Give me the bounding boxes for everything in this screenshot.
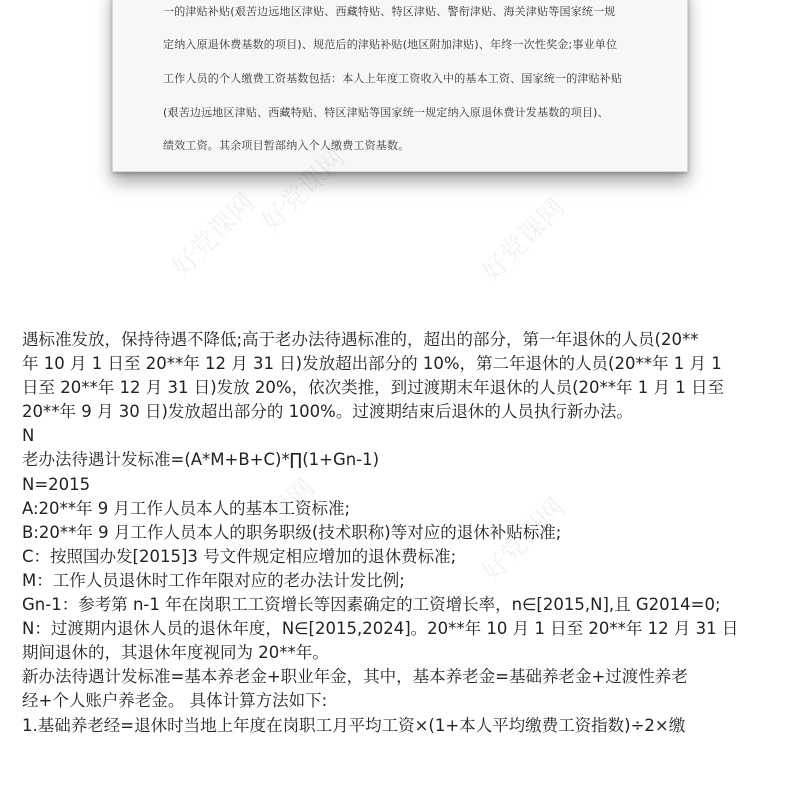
preview-text [163, 0, 653, 172]
definition-b: B:20**年 9 月工作人员本人的职务职级(技术职称)等对应的退休补贴标准; [22, 522, 562, 542]
watermark: 好党课网 [226, 472, 322, 568]
preview-line: 一的津贴补贴(艰苦边远地区津贴、西藏特贴、特区津贴、警衔津贴、海关津贴等国家统一规 [163, 4, 616, 18]
doc-line: N [22, 426, 35, 446]
definition-m: M：工作人员退休时工作年限对应的老办法计发比例; [22, 570, 405, 590]
watermark: 好党课网 [476, 192, 572, 288]
document-body [22, 328, 782, 738]
preview-line: (艰苦边远地区津贴、西藏特贴、特区津贴等国家统一规定纳入原退休费计发基数的项目)、 [163, 105, 609, 119]
document-preview-card [112, 0, 688, 172]
preview-line: 定纳入原退休费基数的项目)、规范后的津贴补贴(地区附加津贴)、年终一次性奖金;事业单位 [163, 38, 618, 52]
formula-line: 新办法待遇计发标准=基本养老金+职业年金，其中，基本养老金=基础养老金+过渡性养老 [22, 667, 688, 687]
definition-a: A:20**年 9 月工作人员本人的基本工资标准; [22, 498, 351, 518]
doc-line: 1.基础养老经=退休时当地上年度在岗职工月平均工资×(1+本人平均缴费工资指数)÷2×缴 [22, 715, 686, 735]
watermark: 好党课网 [476, 492, 572, 588]
doc-line: 年 10 月 1 日至 20**年 12 月 31 日)发放超出部分的 10%，第二年退休的人员(20**年 1 月 1 [22, 354, 722, 374]
doc-line: 经+个人账户养老金。 具体计算方法如下: [22, 691, 328, 711]
definition-c: C：按照国办发[2015]3 号文件规定相应增加的退休费标准; [22, 546, 457, 566]
doc-line: 日至 20**年 12 月 31 日)发放 20%，依次类推，到过渡期末年退休的人员(20**年 1 月 1 日至 [22, 378, 724, 398]
doc-line: 20**年 9 月 30 日)发放超出部分的 100%。过渡期结束后退休的人员执行新办法。 [22, 402, 633, 422]
preview-line: 绩效工资。其余项目暂部纳入个人缴费工资基数。 [163, 139, 410, 153]
watermark: 好党课网 [166, 187, 262, 283]
definition-gn: Gn-1：参考第 n-1 年在岗职工工资增长等因素确定的工资增长率，n∈[2015,N],且 G2014=0; [22, 595, 721, 615]
formula-line: 老办法待遇计发标准=(A*M+B+C)*∏(1+Gn-1) [22, 450, 380, 470]
doc-line: 遇标准发放，保持待遇不降低;高于老办法待遇标准的，超出的部分，第一年退休的人员(20** [22, 330, 699, 349]
doc-line: N=2015 [22, 474, 91, 494]
doc-line: 期间退休的，其退休年度视同为 20**年。 [22, 643, 329, 663]
preview-line: 工作人员的个人缴费工资基数包括：本人上年度工资收入中的基本工资、国家统一的津贴补贴 [163, 71, 623, 85]
definition-n: N：过渡期内退休人员的退休年度，N∈[2015,2024]。20**年 10 月 1 日至 20**年 12 月 31 日 [22, 619, 739, 639]
watermark: 好党课网 [256, 142, 352, 238]
